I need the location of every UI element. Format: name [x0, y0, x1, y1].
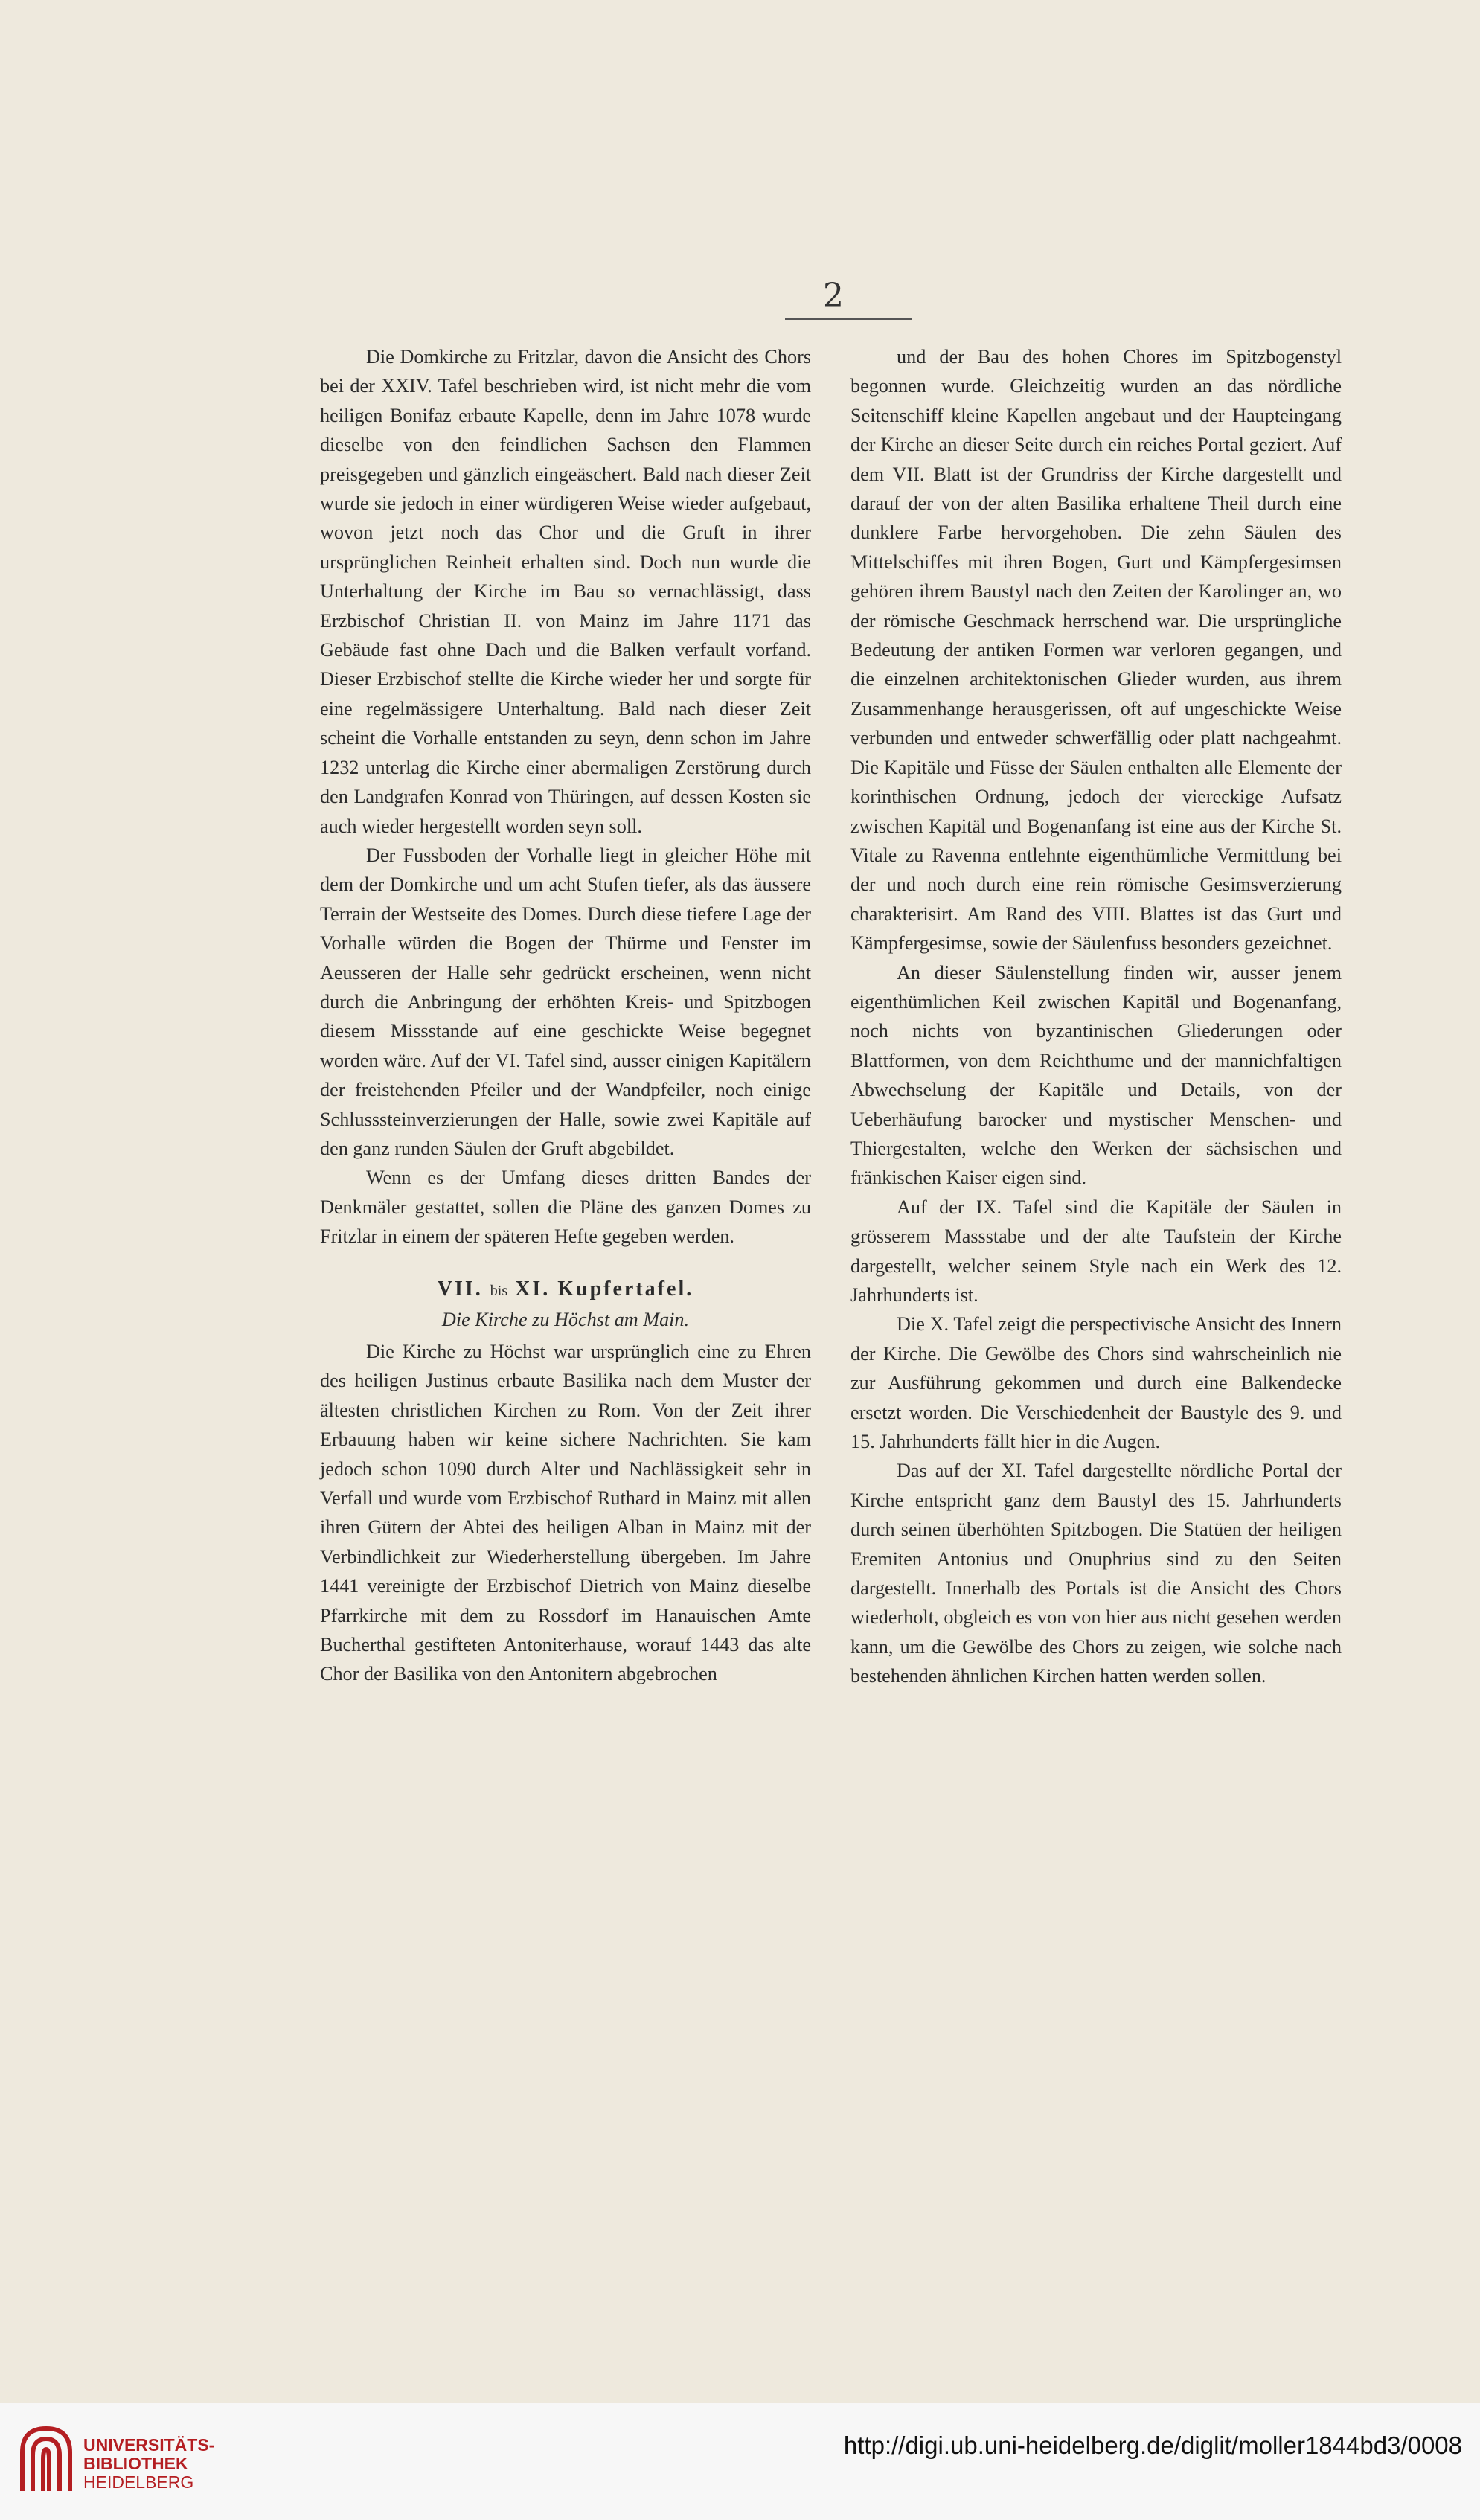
paragraph: Auf der IX. Tafel sind die Kapitäle der Säulen in grösserem Massstabe und der alte Taufstein der Kirche dargestellt, welcher seinem Style nach ein Werk des 12. Jahrhunderts ist. — [850, 1196, 1342, 1306]
section-subtitle: Die Kirche zu Höchst am Main. — [441, 1308, 690, 1330]
left-column — [320, 342, 811, 1689]
section-heading — [320, 1275, 811, 1305]
footer-bar — [0, 2403, 1480, 2520]
library-name — [83, 2436, 214, 2492]
section-heading-part: bis — [490, 1282, 508, 1299]
paragraph: und der Bau des hohen Chores im Spitzbogenstyl begonnen wurde. Gleichzeitig wurden an das nördliche Seitenschiff kleine Kapellen angebaut und der Haupteingang der Kirche an dieser Seite durch ein reiches Portal geziert. Auf dem VII. Blatt ist der Grundriss der Kirche dargestellt und darauf der von der alten Basilika erhaltene Theil durch eine dunklere Farbe hervorgehoben. Die zehn Säulen des Mittelschiffes mit ihren Bogen, Gurt und Kämpfergesimsen gehören ihrem Baustyl nach den Zeiten der Karolinger an, wo der römische Geschmack herrschend war. Die ursprüngliche Bedeutung der antiken Formen war verloren gegangen, und die einzelnen architektonischen Glieder wurden, aus ihrem Zusammenhange herausgerissen, oft auf ungeschickte Weise verbunden und entweder schwerfällig oder platt nachgeahmt. Die Kapitäle und Füsse der Säulen enthalten alle Elemente der korinthischen Ordnung, jedoch der viereckige Aufsatz zwischen Kapitäl und Bogenanfang ist eine aus der Kirche St. Vitale zu Ravenna entlehnte eigenthümliche Vermittlung bei der und noch durch eine rein römische Gesimsverzierung charakterisirt. Am Rand des VIII. Blattes ist das Gurt und Kämpfergesimse, sowie der Säulenfuss besonders gezeichnet. — [850, 346, 1342, 955]
paragraph: Wenn es der Umfang dieses dritten Bandes der Denkmäler gestattet, sollen die Pläne des ganzen Domes zu Fritzlar in einem der späteren Hefte gegeben werden. — [320, 1167, 811, 1248]
right-column — [850, 342, 1342, 1691]
paragraph: Die Kirche zu Höchst war ursprünglich eine zu Ehren des heiligen Justinus erbaute Basilika nach dem Muster der ältesten christlichen Kirchen zu Rom. Von der Zeit ihrer Erbauung haben wir keine sichere Nachrichten. Sie kam jedoch schon 1090 durch Alter und Nachlässigkeit sehr in Verfall und wurde vom Erzbischof Ruthard in Mainz mit allen ihren Gütern der Abtei des heiligen Alban in Mainz mit der Verbindlichkeit zur Wiederherstellung übergeben. Im Jahre 1441 vereinigte der Erzbischof Dietrich von Mainz dieselbe Pfarrkirche mit dem zu Rossdorf im Hanauischen Amte Bucherthal gestifteten Antoniterhause, worauf 1443 das alte Chor der Basilika von den Antonitern abgebrochen — [320, 1341, 811, 1685]
section-heading-part: XI. Kupfertafel. — [515, 1277, 694, 1301]
library-name-line: BIBLIOTHEK — [83, 2454, 188, 2473]
section-heading-part: VII. — [437, 1277, 483, 1301]
paragraph: Der Fussboden der Vorhalle liegt in gleicher Höhe mit dem der Domkirche und um acht Stufen tiefer, als das äussere Terrain der Westseite des Domes. Durch diese tiefere Lage der Vorhalle würden die Bogen der Thürme und Fenster im Aeusseren der Halle sehr gedrückt erscheinen, wenn nicht durch die Anbringung der erhöhten Kreis- und Spitzbogen diesem Missstande auf eine geschickte Weise begegnet worden wäre. Auf der VI. Tafel sind, ausser einigen Kapitälern der freistehenden Pfeiler und der Wandpfeiler, noch einige Schlusssteinverzierungen der Halle, sowie zwei Kapitäle auf den ganz runden Säulen der Gruft abgebildet. — [320, 844, 811, 1159]
source-url-link[interactable]: http://digi.ub.uni-heidelberg.de/diglit/moller1844bd3/0008 — [843, 2431, 1462, 2459]
paragraph: Das auf der XI. Tafel dargestellte nördliche Portal der Kirche entspricht ganz dem Baustyl des 15. Jahrhunderts durch seinen überhöhten Spitzbogen. Die Statüen der heiligen Eremiten Antonius und Onuphrius sind zu den Seiten dargestellt. Innerhalb des Portals ist die Ansicht des Chors wiederholt, obgleich es von von hier aus nicht gesehen werden kann, um die Gewölbe des Chors zu zeigen, wie solche nach bestehenden ähnlichen Kirchen hatten werden sollen. — [850, 1460, 1342, 1687]
paragraph: Die X. Tafel zeigt die perspectivische Ansicht des Innern der Kirche. Die Gewölbe des Chors sind wahrscheinlich nie zur Ausführung gekommen und durch eine Balkendecke ersetzt worden. Die Verschiedenheit der Baustyle des 9. und 15. Jahrhunderts fällt hier in die Augen. — [850, 1313, 1342, 1453]
paragraph: Die Domkirche zu Fritzlar, davon die Ansicht des Chors bei der XXIV. Tafel beschrieben wird, ist nicht mehr die vom heiligen Bonifaz erbaute Kapelle, denn im Jahre 1078 wurde dieselbe von den feindlichen Sachsen den Flammen preisgegeben und gänzlich eingeäschert. Bald nach dieser Zeit wurde sie jedoch in einer würdigeren Weise wieder aufgebaut, wovon jetzt noch das Chor und die Gruft in ihrer ursprünglichen Reinheit erhalten sind. Doch nun wurde die Unterhaltung der Kirche im Bau so vernachlässigt, dass Erzbischof Christian II. von Mainz im Jahre 1171 das Gebäude fast ohne Dach und die Balken verfault vorfand. Dieser Erzbischof stellte die Kirche wieder her und sorgte für eine regelmässigere Unterhaltung. Bald nach dieser Zeit scheint die Vorhalle entstanden zu seyn, denn schon im Jahre 1232 unterlag die Kirche einer abermaligen Zerstörung durch den Landgrafen Konrad von Thüringen, auf dessen Kosten sie auch wieder hergestellt worden seyn soll. — [320, 346, 811, 837]
paragraph: An dieser Säulenstellung finden wir, ausser jenem eigenthümlichen Keil zwischen Kapitäl und Bogenanfang, noch nichts von byzantinischen Gliederungen oder Blattformen, von dem Reichthume und der mannichfaltigen Abwechselung der Kapitäle und Details, von der Ueberhäufung barocker und mystischer Menschen- und Thiergestalten, welche den Werken der sächsischen und fränkischen Kaiser eigen sind. — [850, 961, 1342, 1189]
library-name-line: HEIDELBERG — [83, 2472, 194, 2492]
library-name-line: UNIVERSITÄTS- — [83, 2435, 215, 2455]
library-logo-icon — [16, 2423, 77, 2500]
page-number-rule — [785, 318, 912, 320]
page-number: 2 — [823, 277, 844, 315]
